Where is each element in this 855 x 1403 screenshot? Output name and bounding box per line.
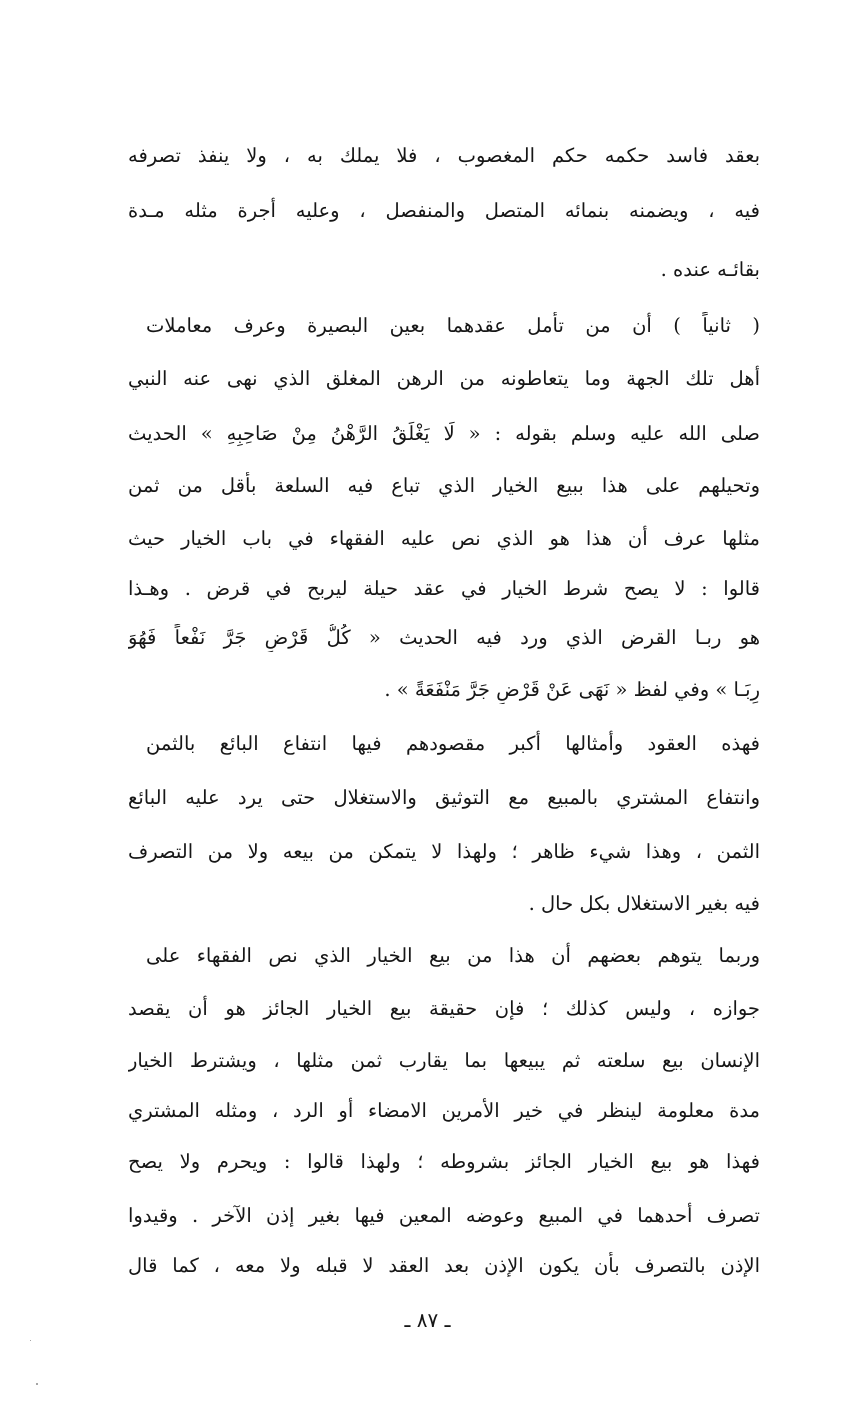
text-line-3: بقائـه عنده . bbox=[660, 258, 760, 281]
text-line-2: فيه ، ويضمنه بنمائه المتصل والمنفصل ، وعليه أجرة مثله مـدة bbox=[128, 199, 760, 222]
text-line-9: قالوا : لا يصح شرط الخيار في عقد حيلة ليربح في قرض . وهـذا bbox=[128, 577, 760, 600]
text-line-6: صلى الله عليه وسلم بقوله : « لَا يَغْلَقُ الرَّهْنُ مِنْ صَاحِبِهِ » الحديث bbox=[128, 422, 760, 445]
text-line-15: فيه بغير الاستغلال بكل حال . bbox=[528, 892, 760, 915]
scan-speck bbox=[30, 1340, 31, 1341]
text-line-16: وربما يتوهم بعضهم أن هذا من بيع الخيار الذي نص الفقهاء على bbox=[146, 944, 760, 967]
text-line-11: رِبَـا » وفي لفظ « نَهَى عَنْ قَرْضٍ جَرَّ مَنْفَعَةً » . bbox=[384, 678, 760, 701]
text-line-20: فهذا هو بيع الخيار الجائز بشروطه ؛ ولهذا قالوا : ويحرم ولا يصح bbox=[128, 1150, 760, 1173]
text-line-10: هو ربـا القرض الذي ورد فيه الحديث « كُلُّ قَرْضٍ جَرَّ نَفْعاً فَهُوَ bbox=[128, 626, 760, 649]
text-line-17: جوازه ، وليس كذلك ؛ فإن حقيقة بيع الخيار الجائز هو أن يقصد bbox=[128, 997, 760, 1020]
text-line-8: مثلها عرف أن هذا هو الذي نص عليه الفقهاء في باب الخيار حيث bbox=[128, 527, 760, 550]
text-line-5: أهل تلك الجهة وما يتعاطونه من الرهن المغلق الذي نهى عنه النبي bbox=[128, 367, 760, 390]
text-line-18: الإنسان بيع سلعته ثم يبيعها بما يقارب ثمن مثلها ، ويشترط الخيار bbox=[128, 1049, 760, 1072]
text-line-13: وانتفاع المشتري بالمبيع مع التوثيق والاستغلال حتى يرد عليه البائع bbox=[128, 786, 760, 809]
text-line-21: تصرف أحدهما في المبيع وعوضه المعين فيها بغير إذن الآخر . وقيدوا bbox=[128, 1204, 760, 1227]
text-line-19: مدة معلومة لينظر في خير الأمرين الامضاء أو الرد ، ومثله المشتري bbox=[128, 1099, 760, 1122]
text-line-22: الإذن بالتصرف بأن يكون الإذن بعد العقد لا قبله ولا معه ، كما قال bbox=[128, 1254, 760, 1277]
text-line-12: فهذه العقود وأمثالها أكبر مقصودهم فيها انتفاع البائع بالثمن bbox=[146, 732, 760, 755]
scan-speck bbox=[36, 1383, 38, 1385]
text-line-14: الثمن ، وهذا شيء ظاهر ؛ ولهذا لا يتمكن من بيعه ولا من التصرف bbox=[128, 840, 760, 863]
text-line-7: وتحيلهم على هذا ببيع الخيار الذي تباع فيه السلعة بأقل من ثمن bbox=[128, 474, 760, 497]
page-number: ـ ٨٧ ـ bbox=[404, 1308, 451, 1332]
text-line-1: بعقد فاسد حكمه حكم المغصوب ، فلا يملك به ، ولا ينفذ تصرفه bbox=[128, 144, 760, 167]
text-line-4: ( ثانياً ) أن من تأمل عقدهما بعين البصيرة وعرف معاملات bbox=[146, 314, 760, 337]
